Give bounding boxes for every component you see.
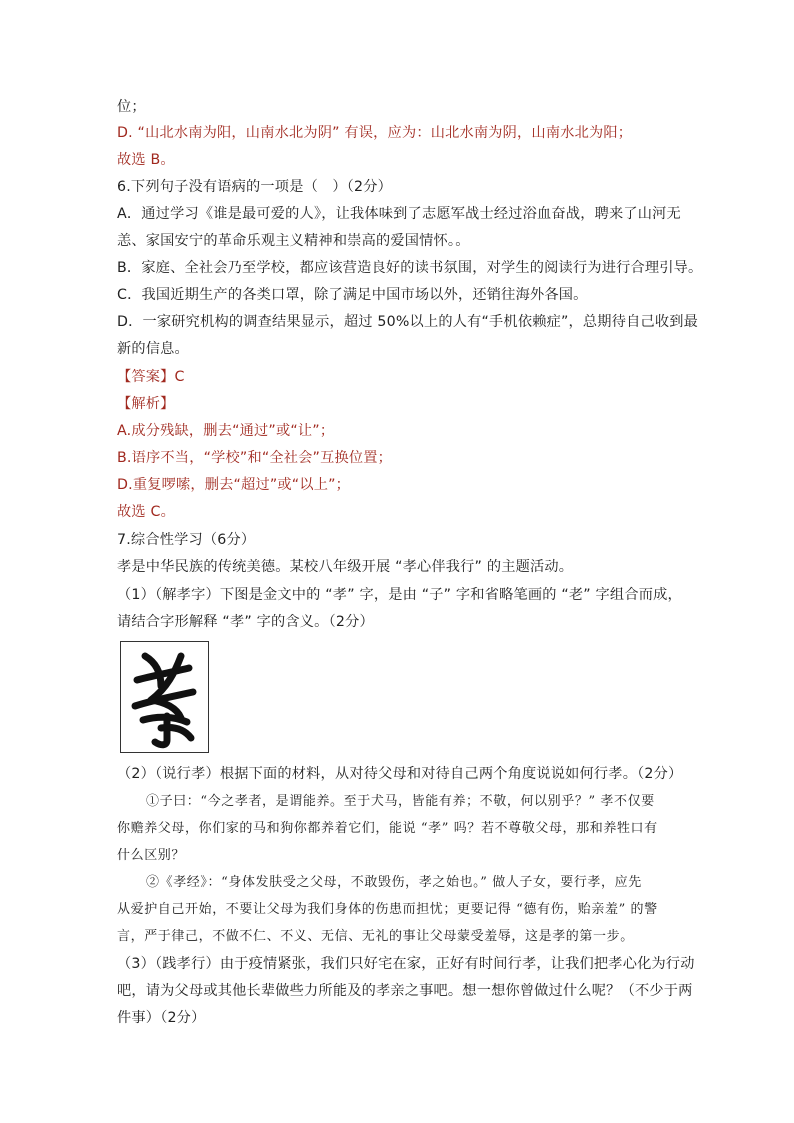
material-1: ①子曰：“今之孝者，是谓能养。至于犬马，皆能有养；不敬，何以别乎？” 孝不仅要 xyxy=(146,794,655,809)
material-1-cont: 什么区别？ xyxy=(117,848,186,863)
option-b: B．家庭、全社会乃至学校，都应该营造良好的读书氛围，对学生的阅读行为进行合理引导。 xyxy=(117,260,703,276)
material-2: ②《孝经》：“身体发肤受之父母，不敢毁伤，孝之始也。” 做人子女，要行孝，应先 xyxy=(146,875,642,890)
analysis-line: B.语序不当，“学校”和“全社会”互换位置； xyxy=(117,450,393,466)
analysis-line: A.成分残缺，删去“通过”或“让”； xyxy=(117,423,335,439)
analysis-line: D. “山北水南为阳，山南水北为阴” 有误，应为：山北水南为阴，山南水北为阳； xyxy=(117,125,633,141)
subquestion-1: （1）（解孝字）下图是金文中的 “孝” 字，是由 “子” 字和省略笔画的 “老” 字组合而成， xyxy=(117,587,682,603)
material-2-cont: 从爱护自己开始，不要让父母为我们身体的伤患而担忧；更要记得 “德有伤，贻亲羞” 的警 xyxy=(117,902,658,917)
text-line: 位； xyxy=(117,99,146,115)
material-1-cont: 你赡养父母，你们家的马和狗你都养着它们，能说 “孝” 吗？若不尊敬父母，那和养牲口有 xyxy=(117,821,658,836)
subquestion-3-cont: 件事）（2分） xyxy=(117,1010,206,1026)
option-c: C．我国近期生产的各类口罩，除了满足中国市场以外，还销往海外各国。 xyxy=(117,287,588,303)
question-6-stem: 6.下列句子没有语病的一项是（ ）（2分） xyxy=(117,179,393,195)
option-a: A．通过学习《谁是最可爱的人》，让我体味到了志愿军战士经过浴血奋战，聘来了山河无 xyxy=(117,206,681,222)
subquestion-1-cont: 请结合字形解释 “孝” 字的含义。（2分） xyxy=(117,614,374,630)
option-d-cont: 新的信息。 xyxy=(117,341,189,357)
subquestion-3: （3）（践孝行）由于疫情紧张，我们只好宅在家，正好有时间行孝，让我们把孝心化为行动 xyxy=(117,956,695,972)
question-7-title: 7.综合性学习（6分） xyxy=(117,532,256,548)
answer-label: 【答案】C xyxy=(117,369,185,385)
answer-conclusion: 故选 B。 xyxy=(117,152,175,168)
analysis-label: 【解析】 xyxy=(117,396,175,412)
material-2-cont: 言，严于律己，不做不仁、不义、无信、无礼的事让父母蒙受羞辱，这是孝的第一步。 xyxy=(117,929,634,944)
bronze-glyph-figure xyxy=(120,641,209,753)
option-a-cont: 恙、家国安宁的革命乐观主义精神和崇高的爱国情怀。。 xyxy=(117,233,470,249)
question-7-intro: 孝是中华民族的传统美德。某校八年级开展 “孝心伴我行” 的主题活动。 xyxy=(117,559,574,575)
subquestion-3-cont: 吧，请为父母或其他长辈做些力所能及的孝亲之事吧。想一想你曾做过什么呢？（不少于两 xyxy=(117,983,693,999)
xiao-glyph-illustration xyxy=(121,642,210,754)
analysis-line: D.重复啰嗦，删去“超过”或“以上”； xyxy=(117,477,351,493)
answer-conclusion: 故选 C。 xyxy=(117,504,175,520)
subquestion-2: （2）（说行孝）根据下面的材料，从对待父母和对待自己两个角度说说如何行孝。（2分） xyxy=(117,766,683,782)
option-d: D．一家研究机构的调查结果显示，超过 50%以上的人有“手机依赖症”，总期待自己收到最 xyxy=(117,314,699,330)
